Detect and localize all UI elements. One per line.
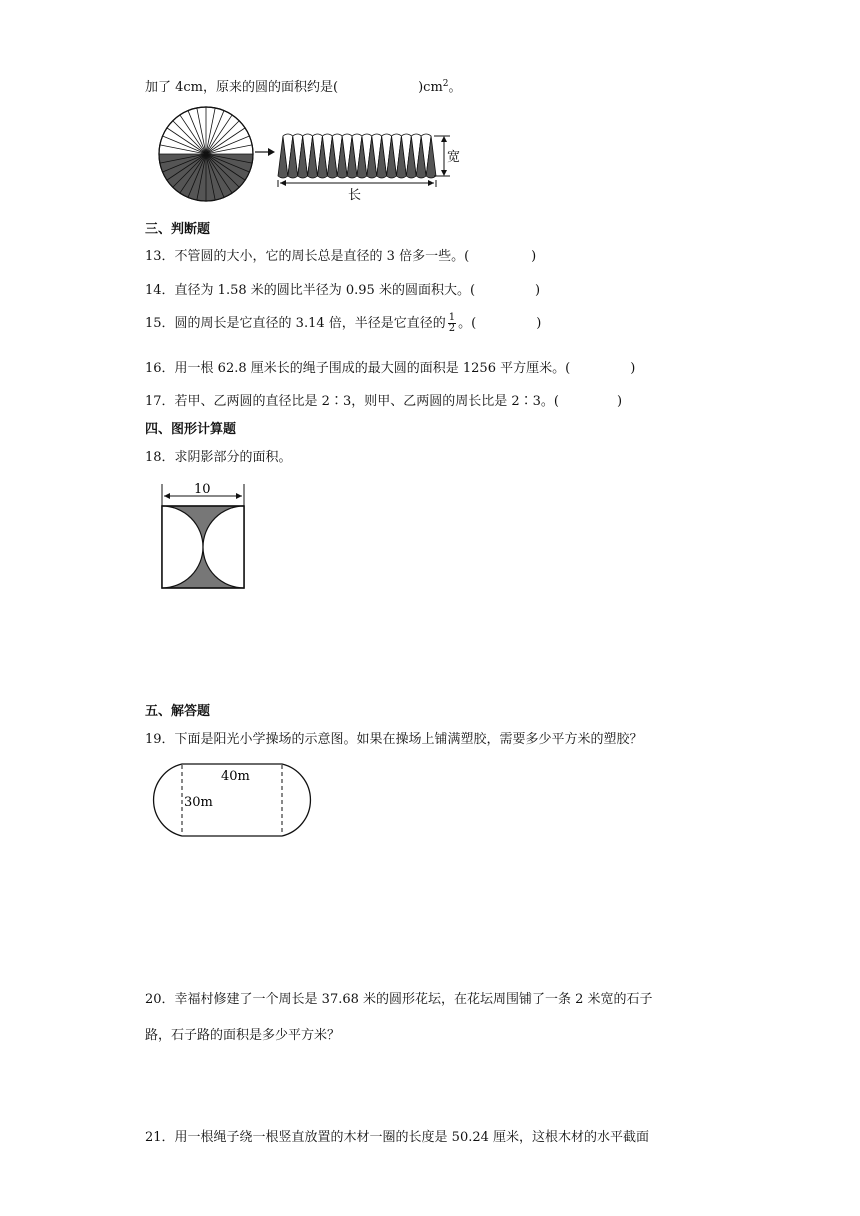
question-20-line2: 路，石子路的面积是多少平方米？	[145, 1028, 341, 1043]
q12-circle-rearrange-figure	[150, 104, 470, 204]
question-17: 17．若甲、乙两圆的直径比是 2∶3，则甲、乙两圆的周长比是 2∶3。( )	[145, 394, 623, 409]
width-label: 宽	[447, 150, 461, 165]
question-19: 19．下面是阳光小学操场的示意图。如果在操场上铺满塑胶，需要多少平方米的塑胶？	[145, 732, 643, 747]
question-18: 18．求阴影部分的面积。	[145, 450, 292, 465]
question-21-line1: 21．用一根绳子绕一根竖直放置的木材一圈的长度是 50.24 厘米，这根木材的水平截面	[145, 1130, 650, 1145]
question-14: 14．直径为 1.58 米的圆比半径为 0.95 米的圆面积大。( )	[145, 283, 541, 298]
rearranged-sectors-strip	[278, 134, 436, 178]
question-13: 13．不管圆的大小，它的周长总是直径的 3 倍多一些。( )	[145, 249, 537, 264]
section-title-figure-calc: 四、图形计算题	[145, 422, 237, 437]
fraction-one-half: $\frac{1}{2}$	[448, 312, 456, 334]
section-title-judgement: 三、判断题	[145, 222, 211, 237]
q12-tail-line: 加了 4cm，原来的圆的面积约是( )$cm^2$。	[145, 79, 462, 95]
question-20-line1: 20．幸福村修建了一个周长是 37.68 米的圆形花坛，在花坛周围铺了一条 2 米宽的石子	[145, 992, 653, 1007]
length-label: 40m	[221, 769, 250, 784]
q12-text: 加了 4cm，原来的圆的面积约是(	[145, 80, 339, 95]
q12-unit: )cm	[418, 80, 443, 95]
q19-playground-figure	[140, 760, 330, 840]
question-15: 15．圆的周长是它直径的 3.14 倍，半径是它直径的 $\frac{1}{2}$ 。( )	[145, 312, 542, 334]
section-title-solve: 五、解答题	[145, 704, 211, 719]
question-16: 16．用一根 62.8 厘米长的绳子围成的最大圆的面积是 1256 平方厘米。( )	[145, 361, 636, 376]
width-label: 30m	[184, 795, 213, 810]
dimension-label: 10	[194, 482, 211, 497]
q18-shaded-square-figure	[150, 478, 260, 590]
length-label: 长	[348, 188, 362, 203]
q12-unit-superscript: 2	[442, 79, 449, 89]
